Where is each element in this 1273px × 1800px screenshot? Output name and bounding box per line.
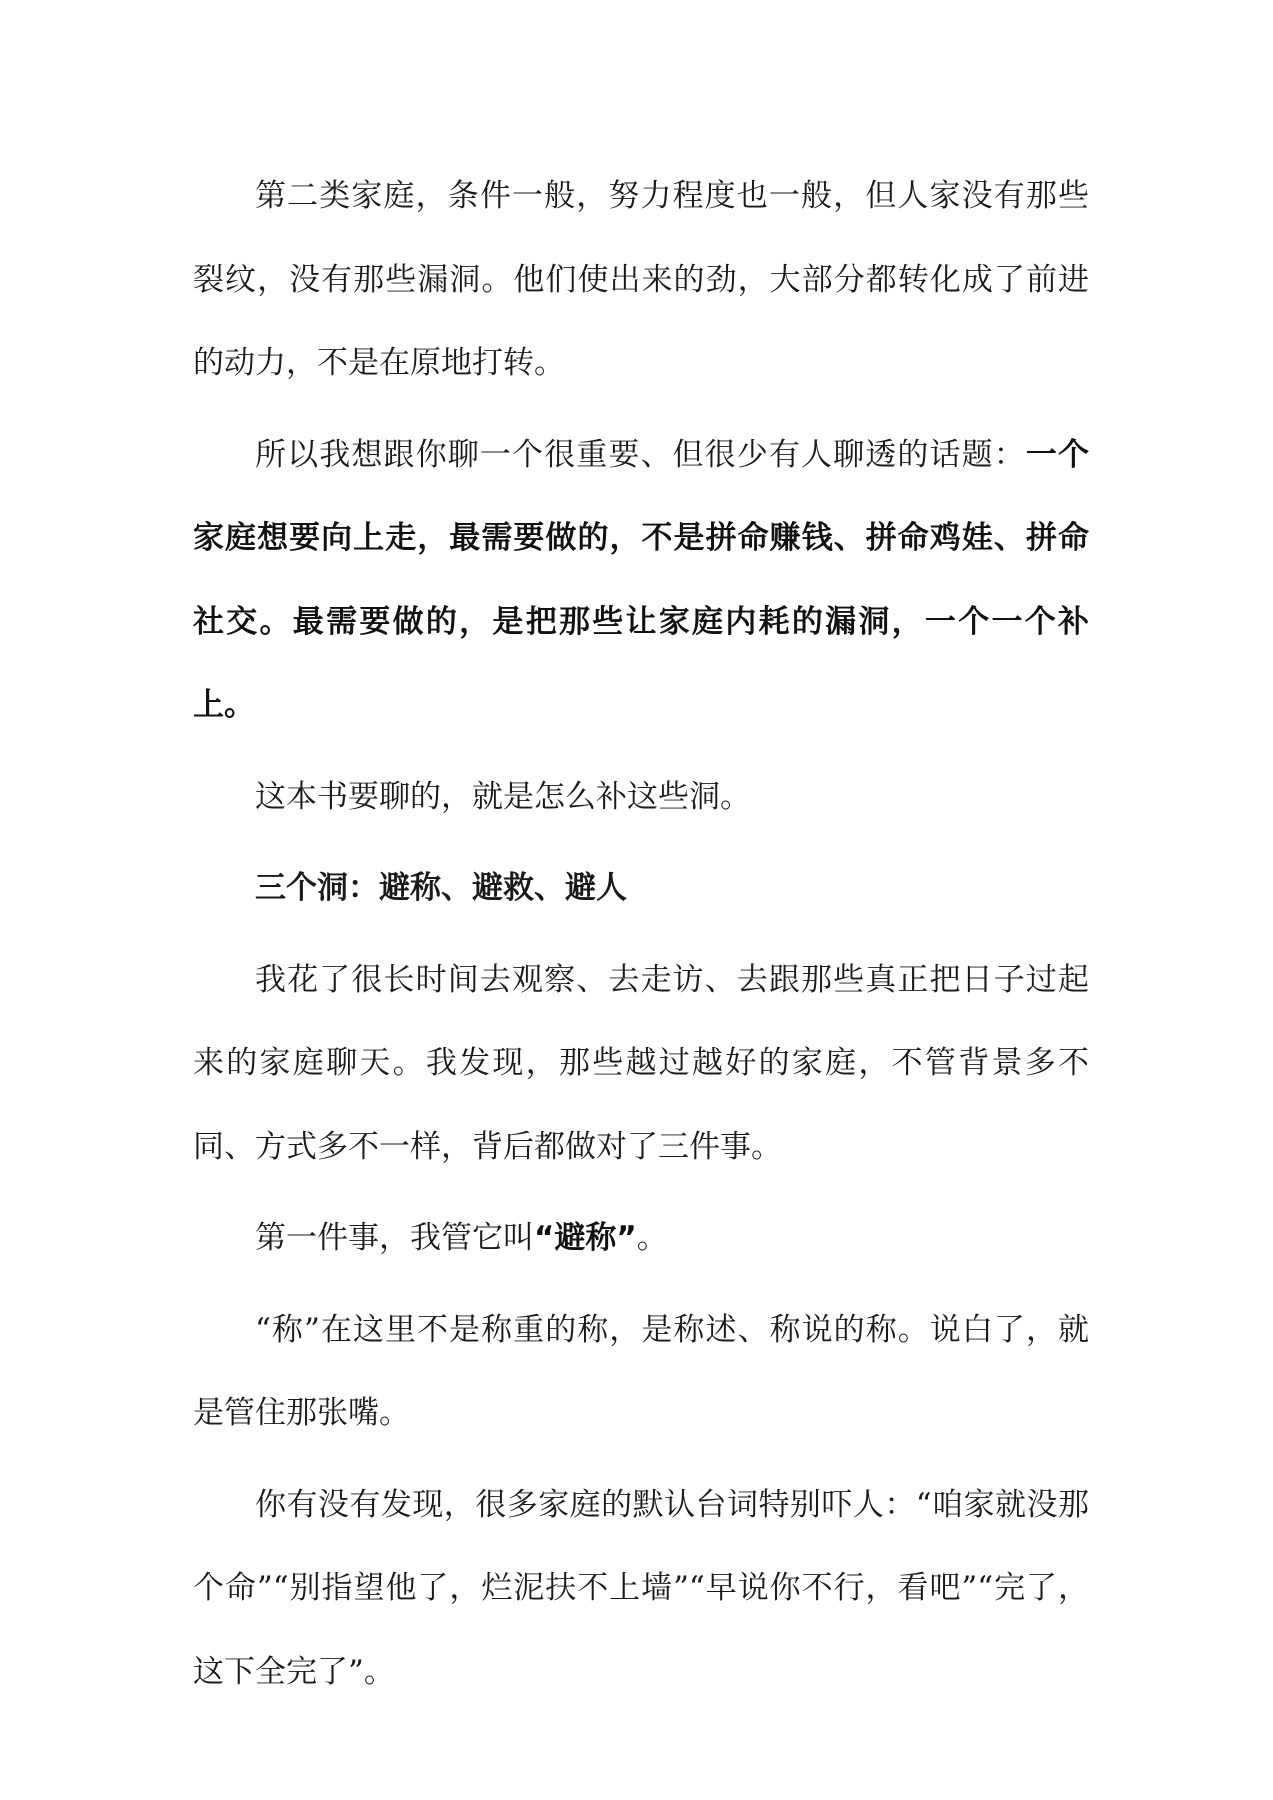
paragraph-text: 这本书要聊的，就是怎么补这些洞。 bbox=[255, 778, 751, 815]
paragraph-text: “称”在这里不是称重的称，是称述、称说的称。说白了，就是管住那张嘴。 bbox=[193, 1311, 1089, 1431]
paragraph-first-thing bbox=[193, 1197, 1089, 1281]
paragraph-observation bbox=[193, 939, 1089, 1190]
paragraph-second-type-family bbox=[193, 155, 1089, 406]
section-heading bbox=[193, 847, 1089, 931]
paragraph-text: 所以我想跟你聊一个很重要、但很少有人聊透的话题： bbox=[255, 436, 1026, 473]
bold-emphasis-text: 一个家庭想要向上走，最需要做的，不是拼命赚钱、拼命鸡娃、拼命社交。最需要做的，是把那些让家庭内耗的漏洞，一个一个补上。 bbox=[193, 436, 1090, 723]
section-heading-text: 三个洞：避称、避救、避人 bbox=[255, 870, 627, 906]
paragraph-key-topic bbox=[193, 414, 1089, 748]
bold-term-text: “避称” bbox=[534, 1220, 637, 1256]
paragraph-default-lines bbox=[193, 1464, 1089, 1715]
paragraph-text: 第一件事，我管它叫 bbox=[255, 1220, 534, 1256]
paragraph-text: 。 bbox=[636, 1220, 668, 1256]
paragraph-text: 第二类家庭，条件一般，努力程度也一般，但人家没有那些裂纹，没有那些漏洞。他们使出来的劲，大部分都转化成了前进的动力，不是在原地打转。 bbox=[193, 178, 1089, 381]
paragraph-book-purpose bbox=[193, 756, 1089, 840]
document-body bbox=[193, 155, 1089, 1722]
paragraph-text: 你有没有发现，很多家庭的默认台词特别吓人：“咱家就没那个命”“别指望他了，烂泥扶不上墙”“早说你不行，看吧”“完了，这下全完了”。 bbox=[193, 1486, 1089, 1690]
paragraph-definition bbox=[193, 1289, 1089, 1456]
paragraph-text: 我花了很长时间去观察、去走访、去跟那些真正把日子过起来的家庭聊天。我发现，那些越过越好的家庭，不管背景多不同、方式多不一样，背后都做对了三件事。 bbox=[193, 961, 1089, 1165]
